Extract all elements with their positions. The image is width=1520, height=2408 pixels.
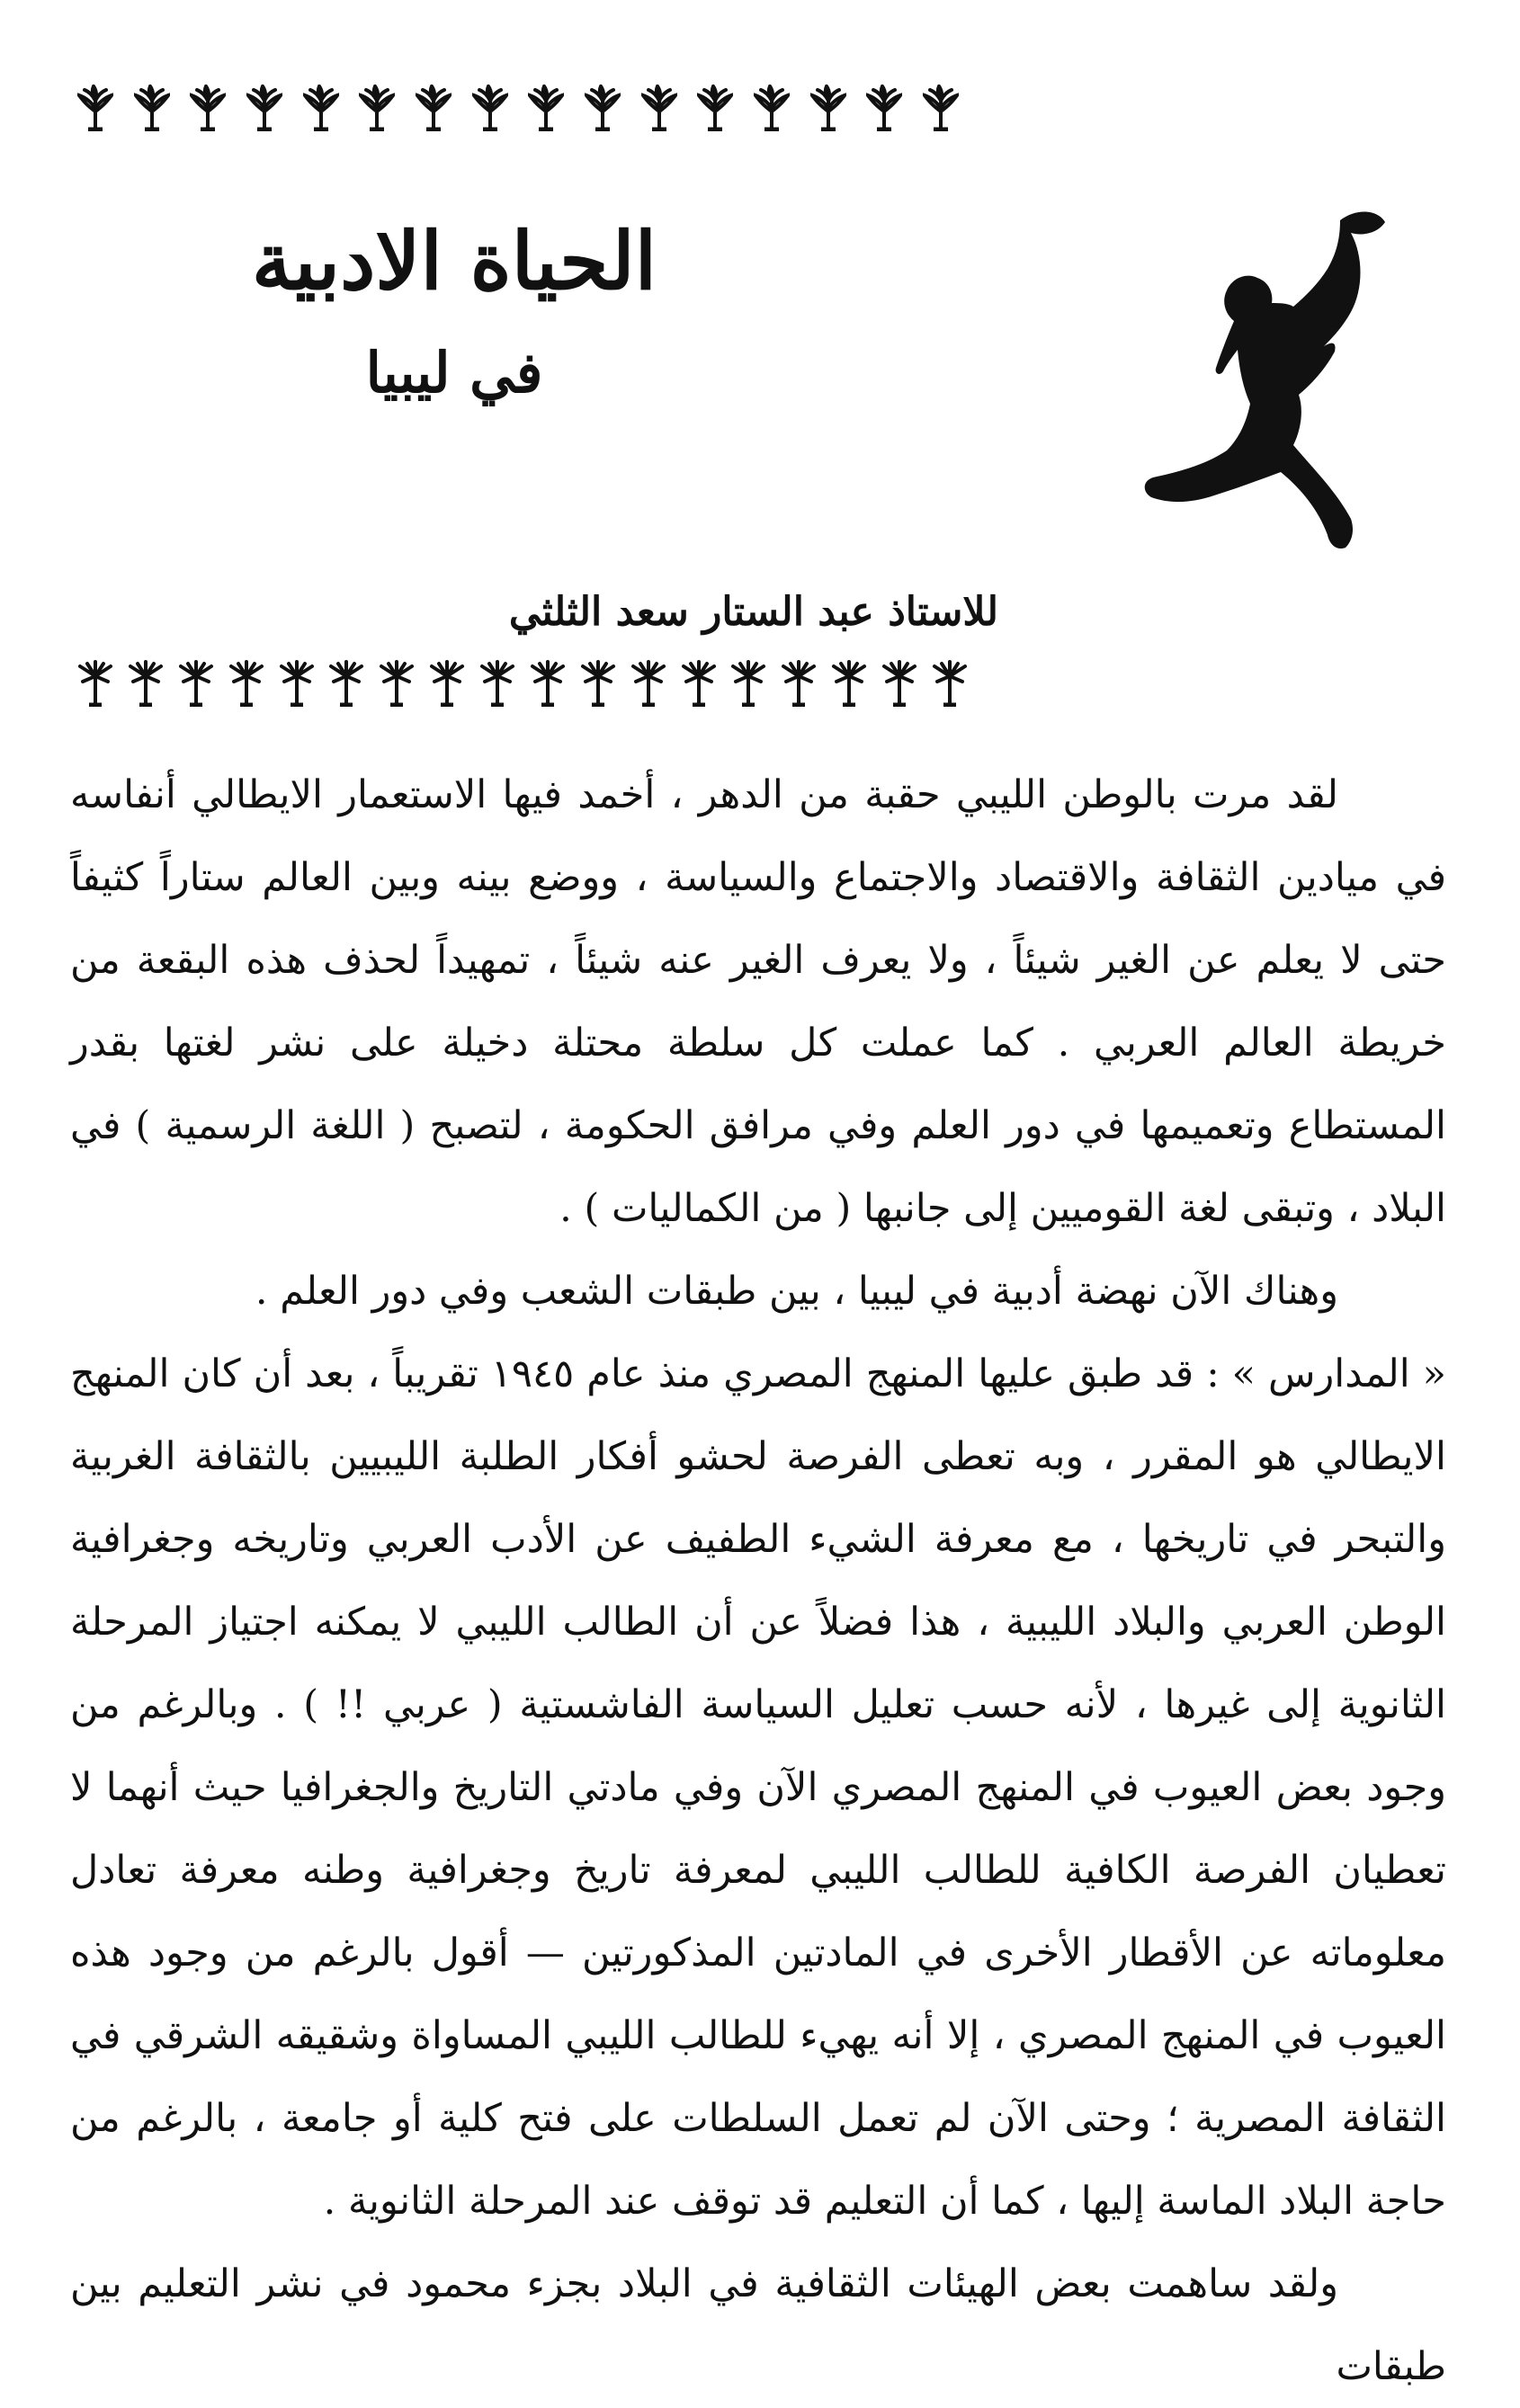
article-body	[70, 754, 1446, 2408]
palm-ornament-icon	[190, 85, 226, 131]
star-palm-ornament-icon	[831, 660, 867, 707]
body-paragraph-literary-revival: وهناك الآن نهضة أدبية في ليبيا ، بين طبقات الشعب وفي دور العلم .	[255, 1269, 1338, 1314]
star-palm-ornament-icon	[228, 660, 264, 707]
star-palm-ornament-icon	[77, 660, 113, 707]
palm-ornament-icon	[528, 85, 564, 131]
body-paragraph-intro: لقد مرت بالوطن الليبي حقبة من الدهر ، أخمد فيها الاستعمار الايطالي أنفاسه في ميادين الثقافة والاقتصاد والاجتماع والسياسة ، ووضع بينه وبين العالم ستاراً كثيفاً حتى لا يعلم عن الغير شيئاً ، ولا يعرف الغير عنه شيئاً ، تمهيداً لحذف هذه البقعة من خريطة العالم العربي . كما عملت كل سلطة محتلة دخيلة على نشر لغتها بقدر المستطاع وتعميمها في دور العلم وفي مرافق الحكومة ، لتصبح ( اللغة الرسمية ) في البلاد ، وتبقى لغة القوميين إلى جانبها ( من الكماليات ) .	[70, 772, 1446, 1231]
body-paragraph-cultural-bodies: ولقد ساهمت بعض الهيئات الثقافية في البلاد بجزء محمود في نشر التعليم بين طبقات	[70, 2261, 1446, 2389]
article-title: الحياة الادبية	[251, 214, 657, 308]
title-block	[180, 216, 729, 404]
palm-ornament-icon	[754, 85, 790, 131]
star-palm-ornament-icon	[178, 660, 214, 707]
palm-ornament-icon	[359, 85, 395, 131]
star-palm-ornament-icon	[730, 660, 766, 707]
star-palm-ornament-icon	[429, 660, 465, 707]
star-palm-ornament-icon	[479, 660, 515, 707]
running-figure-silhouette-icon	[1115, 202, 1439, 562]
middle-ornament-border	[77, 655, 968, 712]
palm-ornament-icon	[697, 85, 733, 131]
body-paragraph-schools: « المدارس » : قد طبق عليها المنهج المصري منذ عام ١٩٤٥ تقريباً ، بعد أن كان المنهج الايطالي هو المقرر ، وبه تعطى الفرصة لحشو أفكار الطلبة الليبيين بالثقافة الغربية والتبحر في تاريخها ، مع معرفة الشيء الطفيف عن الأدب العربي وتاريخه وجغرافية الوطن العربي والبلاد الليبية ، هذا فضلاً عن أن الطالب الليبي لا يمكنه اجتياز المرحلة الثانوية إلى غيرها ، لأنه حسب تعليل السياسة الفاشستية ( عربي !! ) . وبالرغم من وجود بعض العيوب في المنهج المصري الآن وفي مادتي التاريخ والجغرافيا حيث أنهما لا تعطيان الفرصة الكافية للطالب الليبي لمعرفة تاريخ وجغرافية وطنه معرفة تعادل معلوماته عن الأقطار الأخرى في المادتين المذكورتين — أقول بالرغم من وجود هذه العيوب في المنهج المصري ، إلا أنه يهيء للطالب الليبي المساواة وشقيقه الشرقي في الثقافة المصرية ؛ وحتى الآن لم تعمل السلطات على فتح كلية أو جامعة ، بالرغم من حاجة البلاد الماسة إليها ، كما أن التعليم قد توقف عند المرحلة الثانوية .	[70, 1351, 1446, 2224]
palm-ornament-icon	[416, 85, 452, 131]
author-byline: للاستاذ عبد الستار سعد الثلثي	[508, 589, 998, 635]
star-palm-ornament-icon	[328, 660, 364, 707]
star-palm-ornament-icon	[932, 660, 968, 707]
article-subtitle: في ليبيا	[365, 340, 543, 406]
palm-ornament-icon	[585, 85, 621, 131]
palm-ornament-icon	[641, 85, 677, 131]
star-palm-ornament-icon	[279, 660, 315, 707]
star-palm-ornament-icon	[630, 660, 666, 707]
palm-ornament-icon	[134, 85, 170, 131]
star-palm-ornament-icon	[881, 660, 917, 707]
palm-ornament-icon	[472, 85, 508, 131]
palm-ornament-icon	[866, 85, 902, 131]
star-palm-ornament-icon	[681, 660, 717, 707]
star-palm-ornament-icon	[580, 660, 616, 707]
star-palm-ornament-icon	[379, 660, 415, 707]
top-ornament-border	[77, 79, 959, 137]
palm-ornament-icon	[77, 85, 113, 131]
star-palm-ornament-icon	[530, 660, 566, 707]
star-palm-ornament-icon	[781, 660, 817, 707]
palm-ornament-icon	[810, 85, 846, 131]
palm-ornament-icon	[923, 85, 959, 131]
star-palm-ornament-icon	[128, 660, 164, 707]
palm-ornament-icon	[303, 85, 339, 131]
palm-ornament-icon	[246, 85, 282, 131]
